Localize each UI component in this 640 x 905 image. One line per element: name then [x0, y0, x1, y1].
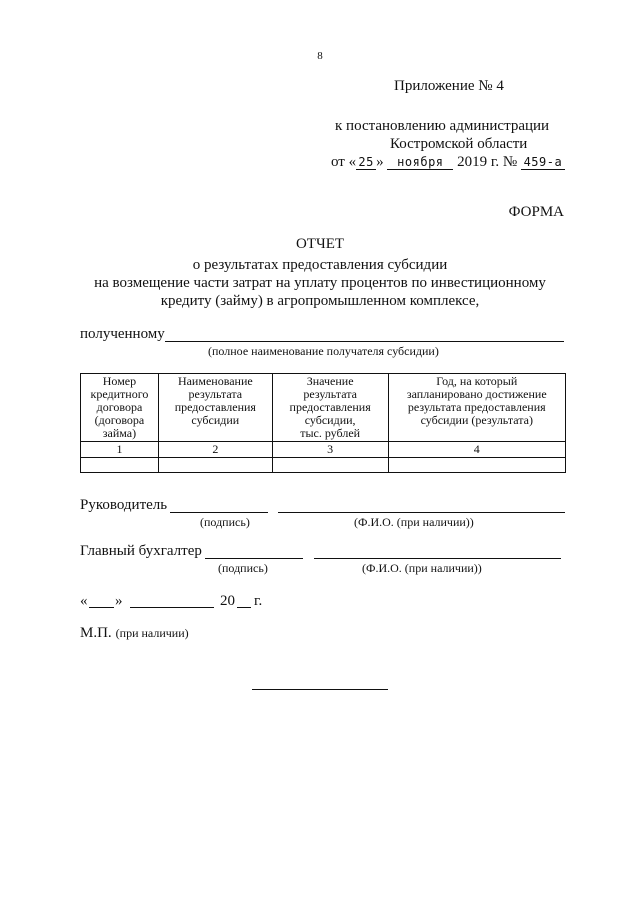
date-year-prefix: 20 — [220, 593, 235, 609]
header-loan-number: Номер кредитного договора (договора займа) — [81, 374, 159, 442]
table-cell[interactable] — [158, 458, 272, 473]
date-close-quote: » — [115, 593, 123, 609]
date-year-line[interactable] — [237, 607, 251, 608]
date-year-suffix: г. — [254, 593, 263, 609]
accountant-name-hint: (Ф.И.О. (при наличии)) — [362, 561, 482, 575]
table-cell[interactable] — [81, 458, 159, 473]
table-cell[interactable] — [272, 458, 388, 473]
report-subtitle-1: о результатах предоставления субсидии — [192, 257, 448, 273]
decree-year-text: 2019 г. № — [457, 154, 518, 170]
recipient-name-line[interactable] — [165, 341, 564, 342]
appendix-line-2: Костромской области — [390, 136, 528, 152]
table-header-row — [81, 374, 566, 442]
form-label: ФОРМА — [508, 204, 564, 220]
date-day-line[interactable] — [89, 607, 114, 608]
date-prefix: от « — [331, 154, 357, 170]
head-name-hint: (Ф.И.О. (при наличии)) — [354, 515, 474, 529]
head-sign-hint: (подпись) — [200, 515, 250, 529]
accountant-label: Главный бухгалтер — [80, 543, 202, 559]
stamp-line — [80, 624, 189, 642]
appendix-title: Приложение № 4 — [394, 78, 504, 94]
stamp-label: М.П. — [80, 625, 112, 641]
accountant-name-line[interactable] — [314, 558, 561, 559]
report-subtitle-2: на возмещение части затрат на уплату процентов по инвестиционному — [94, 275, 546, 291]
report-subtitle-3: кредиту (займу) в агропромышленном комплексе, — [160, 293, 480, 309]
date-mid: » — [376, 154, 384, 170]
decree-date-line — [331, 154, 565, 171]
appendix-line-1: к постановлению администрации — [335, 118, 550, 134]
closing-rule — [252, 689, 388, 690]
decree-month: ноября — [387, 155, 453, 170]
accountant-signature-line[interactable] — [205, 558, 303, 559]
header-target-year: Год, на который запланировано достижение результата предоставления субсидии (результата) — [388, 374, 565, 442]
recipient-hint: (полное наименование получателя субсидии) — [208, 344, 439, 358]
date-month-line[interactable] — [130, 607, 214, 608]
page-number: 8 — [317, 50, 323, 62]
head-name-line[interactable] — [278, 512, 565, 513]
date-open-quote: « — [80, 593, 88, 609]
head-signature-line[interactable] — [170, 512, 268, 513]
table-cell[interactable] — [388, 458, 565, 473]
accountant-sign-hint: (подпись) — [218, 561, 268, 575]
stamp-hint: (при наличии) — [115, 626, 189, 640]
column-number: 2 — [158, 442, 272, 458]
column-number: 4 — [388, 442, 565, 458]
table-row[interactable] — [81, 458, 566, 473]
header-result-name: Наименование результата предоставления субсидии — [158, 374, 272, 442]
report-table — [80, 373, 566, 473]
received-label: полученному — [80, 326, 165, 342]
head-label: Руководитель — [80, 497, 168, 513]
table-number-row — [81, 442, 566, 458]
decree-number: 459-а — [521, 155, 565, 170]
column-number: 3 — [272, 442, 388, 458]
column-number: 1 — [81, 442, 159, 458]
decree-day: 25 — [356, 155, 376, 170]
header-result-value: Значение результата предоставления субсидии, тыс. рублей — [272, 374, 388, 442]
report-title: ОТЧЕТ — [295, 236, 345, 252]
